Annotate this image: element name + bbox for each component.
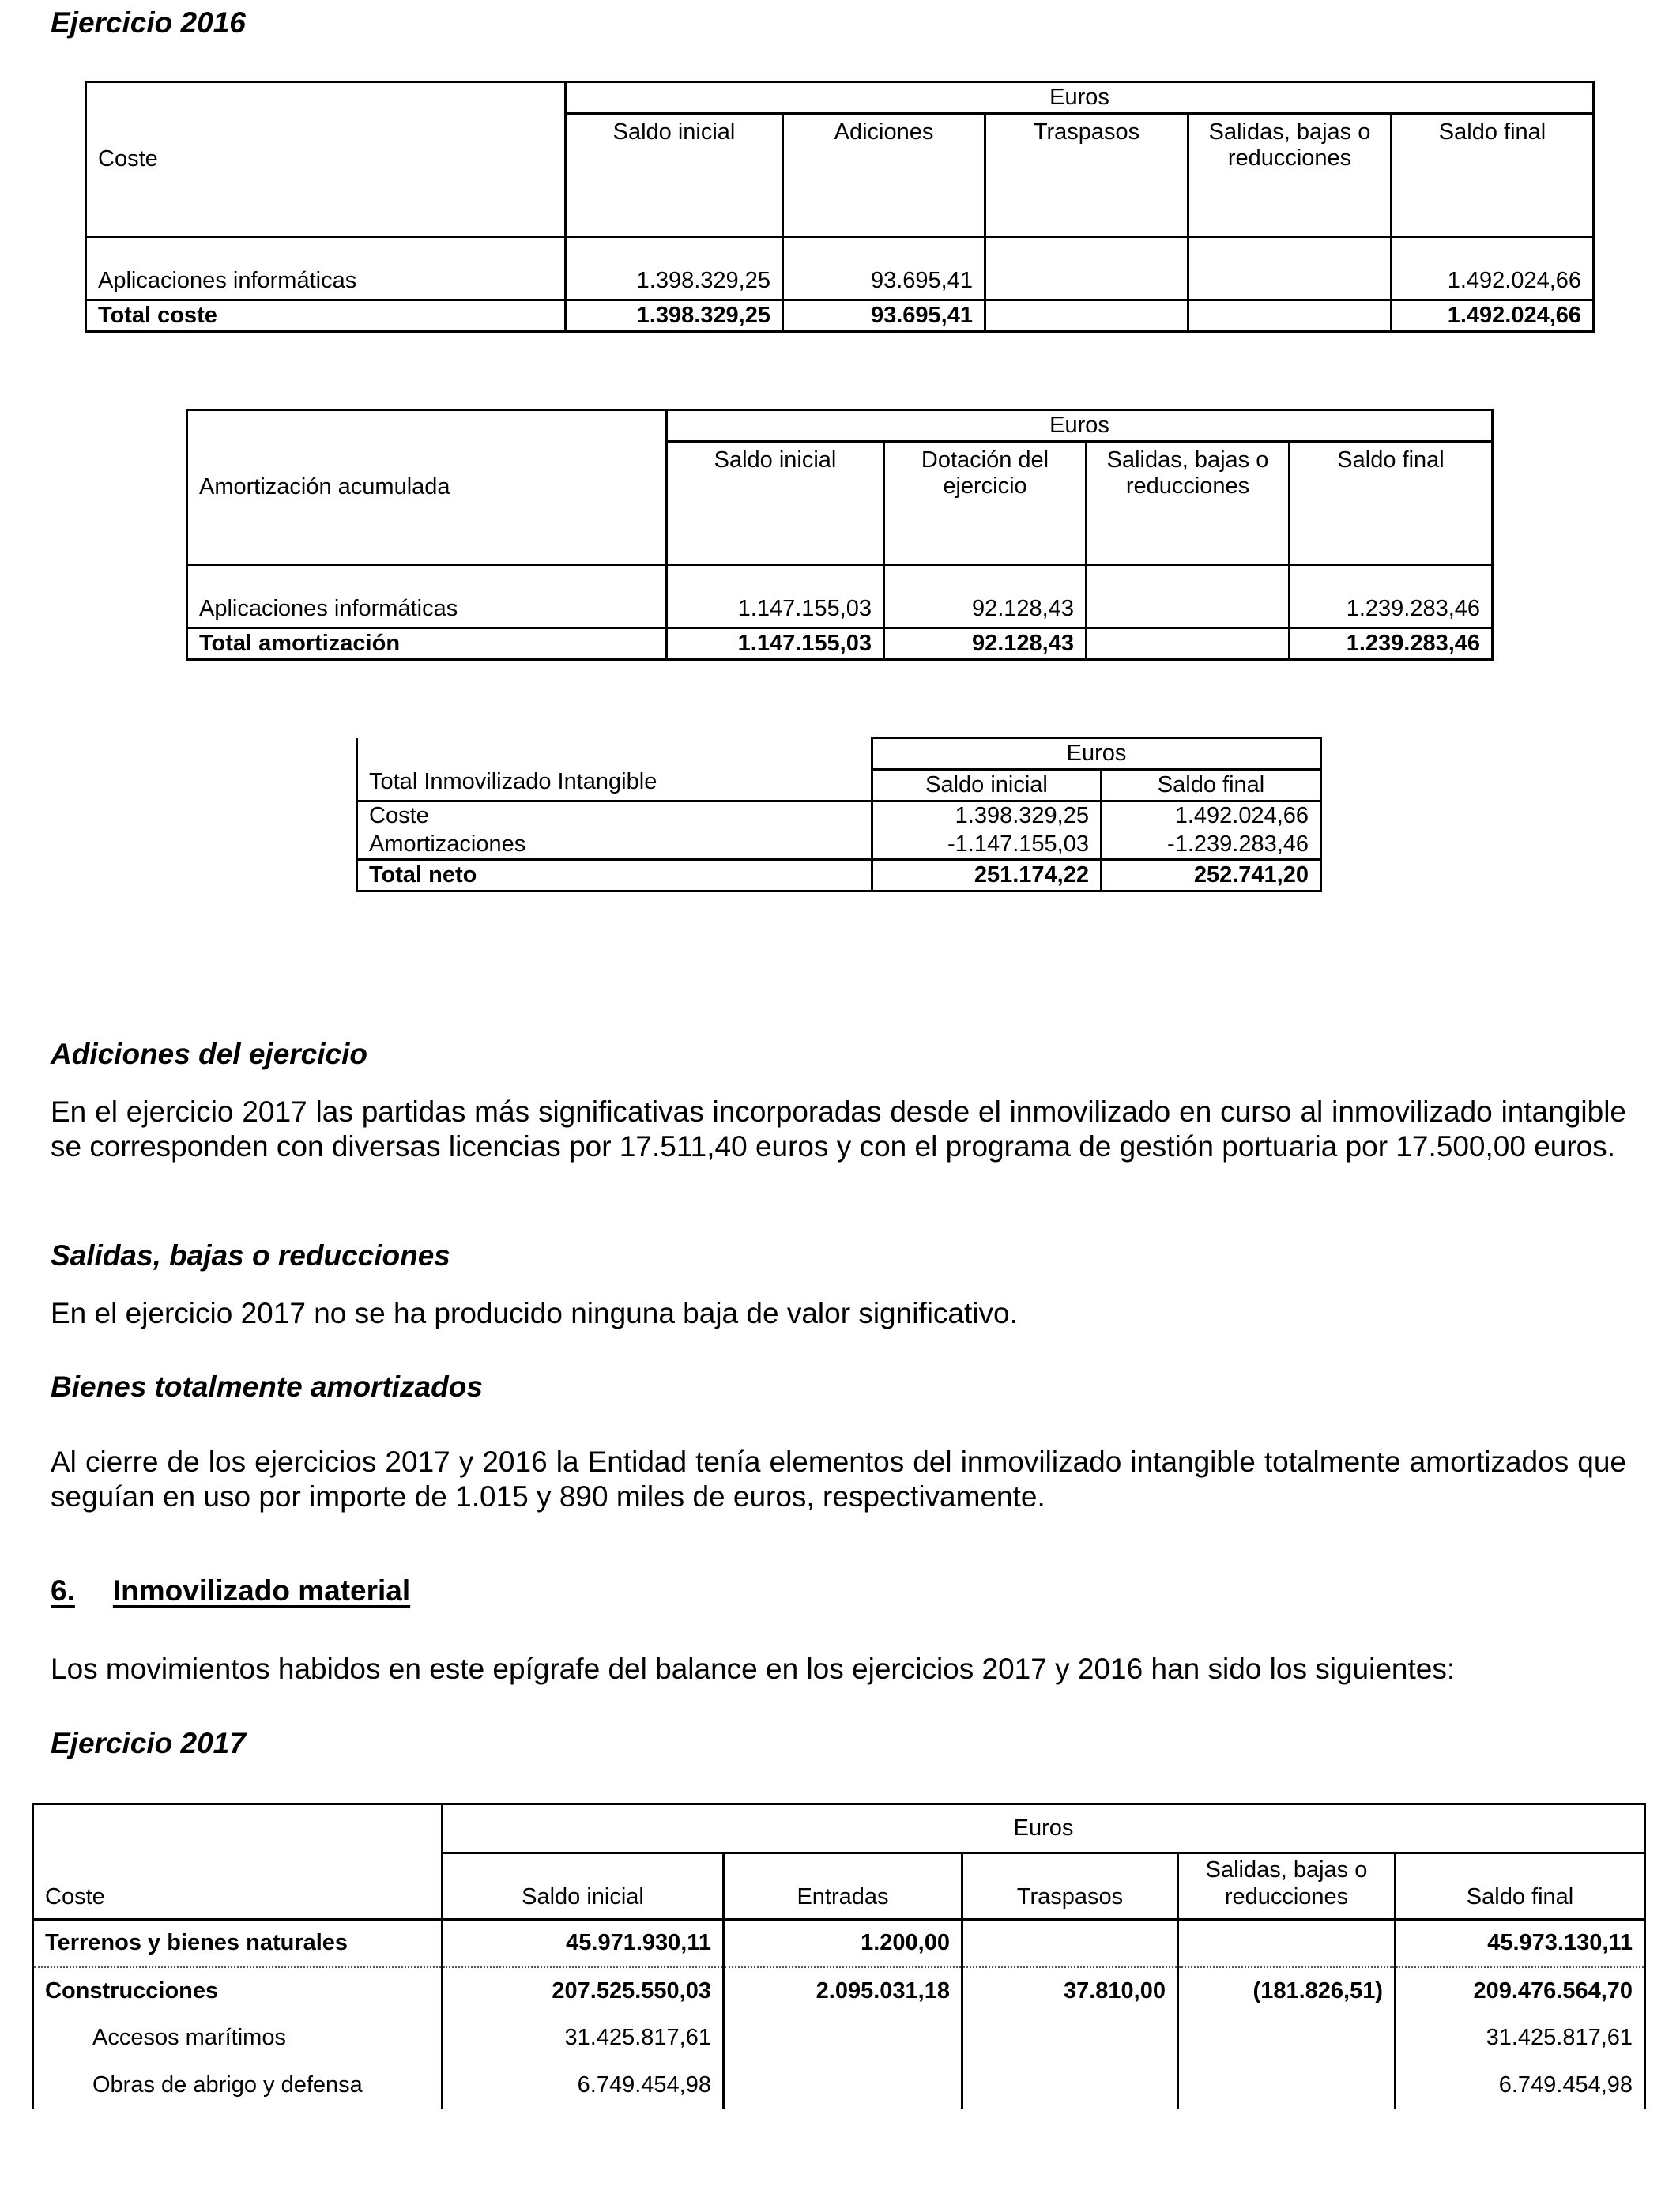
row-label: Aplicaciones informáticas [86,237,566,300]
col-header: Salidas, bajas o reducciones [1178,1853,1396,1920]
paragraph-salidas: En el ejercicio 2017 no se ha producido ninguna baja de valor significativo. [51,1297,1018,1329]
row-label: Coste [357,801,872,831]
cell: 31.425.817,61 [443,2015,724,2062]
heading-bienes: Bienes totalmente amortizados [51,1370,483,1403]
table-coste-2016 [85,81,1595,333]
col-header: Saldo inicial [443,1853,724,1920]
row-header: Coste [86,82,566,237]
cell: 31.425.817,61 [1396,2015,1645,2062]
cell [962,2015,1178,2062]
cell: 92.128,43 [884,628,1087,660]
cell [724,2015,962,2062]
euros-header: Euros [872,738,1321,770]
cell: 1.398.329,25 [566,237,783,300]
heading-ejercicio-2016: Ejercicio 2016 [51,6,246,39]
col-header: Traspasos [985,114,1188,237]
cell: 93.695,41 [783,300,985,332]
cell: 252.741,20 [1102,860,1321,892]
table-row [357,801,1321,831]
section-name: Inmovilizado material [112,1574,411,1607]
euros-header: Euros [443,1804,1645,1853]
cell: 93.695,41 [783,237,985,300]
row-label: Aplicaciones informáticas [187,565,667,628]
heading-salidas: Salidas, bajas o reducciones [51,1239,450,1272]
col-header: Dotación del ejercicio [884,442,1087,565]
row-header: Total Inmovilizado Intangible [357,738,872,801]
cell: 1.147.155,03 [667,565,884,628]
cell [724,2062,962,2109]
cell [985,237,1188,300]
cell [1178,2015,1396,2062]
col-header: Saldo inicial [566,114,783,237]
cell: -1.239.283,46 [1102,831,1321,860]
table-row-total [357,860,1321,892]
euros-header: Euros [566,82,1594,114]
cell: 1.492.024,66 [1392,237,1594,300]
cell [1178,2062,1396,2109]
cell: 1.492.024,66 [1102,801,1321,831]
col-header: Saldo final [1396,1853,1645,1920]
cell: 1.398.329,25 [872,801,1102,831]
cell: 1.398.329,25 [566,300,783,332]
paragraph-intro-inmovilizado: Los movimientos habidos en este epígrafe del balance en los ejercicios 2017 y 2016 han sido los siguientes: [51,1653,1456,1685]
cell: 6.749.454,98 [1396,2062,1645,2109]
cell: 37.810,00 [962,1967,1178,2015]
heading-adiciones: Adiciones del ejercicio [51,1038,367,1070]
table-total-inmovilizado [356,737,1322,892]
cell: 45.973.130,11 [1396,1920,1645,1967]
cell: 209.476.564,70 [1396,1967,1645,2015]
paragraph-adiciones: En el ejercicio 2017 las partidas más significativas incorporadas desde el inmovilizado en curso al inmovilizado intangible se corresponden con diversas licencias por 17.511,40 euros y con el programa de gestión portuaria por 17.500,00 euros. [51,1095,1626,1163]
col-header: Saldo final [1290,442,1493,565]
cell: 251.174,22 [872,860,1102,892]
row-label: Total coste [86,300,566,332]
cell [962,1920,1178,1967]
cell: 1.239.283,46 [1290,628,1493,660]
row-header: Coste [33,1804,443,1920]
cell [1087,628,1290,660]
cell: (181.826,51) [1178,1967,1396,2015]
table-row [86,237,1594,300]
cell: 45.971.930,11 [443,1920,724,1967]
row-label: Accesos marítimos [33,2015,443,2062]
table-row-total [86,300,1594,332]
table-row [33,1967,1645,2015]
row-label: Total amortización [187,628,667,660]
section-title-inmovilizado-material [51,1574,410,1608]
col-header: Saldo final [1102,770,1321,801]
col-header: Saldo inicial [872,770,1102,801]
heading-ejercicio-2017: Ejercicio 2017 [51,1727,246,1759]
cell [1188,237,1392,300]
table-row-total [187,628,1493,660]
col-header: Entradas [724,1853,962,1920]
col-header: Salidas, bajas o reducciones [1188,114,1392,237]
section-number: 6. [51,1574,75,1607]
cell [962,2062,1178,2109]
col-header: Saldo inicial [667,442,884,565]
cell: 1.147.155,03 [667,628,884,660]
cell: 1.239.283,46 [1290,565,1493,628]
table-amortizacion-2016 [186,409,1494,661]
cell: 1.492.024,66 [1392,300,1594,332]
paragraph-bienes: Al cierre de los ejercicios 2017 y 2016 la Entidad tenía elementos del inmovilizado intangible totalmente amortizados que seguían en uso por importe de 1.015 y 890 miles de euros, respectivamente. [51,1446,1626,1513]
row-label: Obras de abrigo y defensa [33,2062,443,2109]
col-header: Saldo final [1392,114,1594,237]
cell: 92.128,43 [884,565,1087,628]
row-header: Amortización acumulada [187,410,667,565]
cell: 207.525.550,03 [443,1967,724,2015]
cell [985,300,1188,332]
col-header: Traspasos [962,1853,1178,1920]
table-coste-2017 [32,1803,1646,2109]
table-row [33,1920,1645,1967]
cell: -1.147.155,03 [872,831,1102,860]
row-label: Amortizaciones [357,831,872,860]
cell [1178,1920,1396,1967]
cell: 1.200,00 [724,1920,962,1967]
cell: 6.749.454,98 [443,2062,724,2109]
cell [1188,300,1392,332]
row-label: Terrenos y bienes naturales [33,1920,443,1967]
table-row [357,831,1321,860]
table-row [33,2015,1645,2062]
table-row [33,2062,1645,2109]
row-label: Total neto [357,860,872,892]
col-header: Adiciones [783,114,985,237]
cell: 2.095.031,18 [724,1967,962,2015]
row-label: Construcciones [33,1967,443,2015]
euros-header: Euros [667,410,1493,442]
col-header: Salidas, bajas o reducciones [1087,442,1290,565]
table-row [187,565,1493,628]
cell [1087,565,1290,628]
